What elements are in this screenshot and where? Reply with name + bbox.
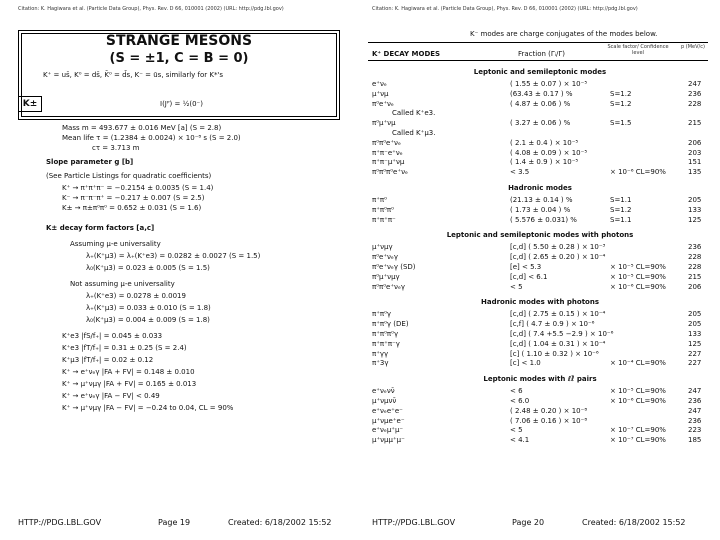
footer-page: Page 19	[158, 518, 191, 527]
slope-row: K⁻ → π⁻π⁻π⁺ = −0.217 ± 0.007 (S = 2.5)	[62, 194, 205, 202]
branching-fraction: (21.13 ± 0.14 ) %	[510, 196, 573, 204]
section-title: Hadronic modes	[508, 184, 572, 192]
momentum: 247	[688, 406, 702, 415]
ff-row: λ₀(K⁺μ3) = 0.023 ± 0.005 (S = 1.5)	[86, 264, 210, 272]
momentum: 133	[688, 330, 702, 338]
momentum: 236	[688, 397, 702, 405]
footer-url: HTTP://PDG.LBL.GOV	[372, 518, 456, 527]
momentum: 185	[688, 436, 702, 445]
ctau-line: cτ = 3.713 m	[92, 144, 140, 152]
ff-extra-row: K⁺ → e⁺νₑγ |FA + FV| = 0.148 ± 0.010	[62, 368, 195, 376]
ff-extra-row: K⁺ → e⁺νₑγ |FA − FV| < 0.49	[62, 392, 160, 400]
branching-fraction: [c,f] ( 4.7 ± 0.9 ) × 10⁻⁶	[510, 320, 595, 329]
scale-factor: S=1.2	[610, 99, 632, 108]
scale-factor: S=1.2	[610, 205, 632, 214]
table-top-rule	[368, 42, 708, 43]
ff-row: λ₊(K⁺μ3) = λ₊(K⁺e3) = 0.0282 ± 0.0027 (S = 1.5)	[86, 252, 261, 260]
branching-fraction: [c] ( 1.10 ± 0.32 ) × 10⁻⁶	[510, 349, 599, 358]
col-mode-header: K⁺ DECAY MODES	[372, 50, 441, 58]
ff-extra-row: K⁺μ3 |fT/f₊| = 0.02 ± 0.12	[62, 356, 154, 364]
scale-factor: S=1.2	[610, 89, 632, 98]
section-title: Hadronic modes with photons	[480, 298, 600, 307]
ff-extra-row: K⁺e3 |fT/f₊| = 0.31 ± 0.25 (S = 2.4)	[62, 344, 187, 352]
branching-fraction: < 5	[510, 282, 523, 291]
scale-factor: × 10⁻⁶ CL=90%	[610, 282, 666, 291]
scale-factor: × 10⁻⁶ CL=90%	[610, 397, 666, 405]
slope-heading: Slope parameter g [b]	[46, 158, 134, 166]
decay-mode: π⁺π⁰γ	[372, 310, 392, 319]
decay-mode: π⁺π⁻μ⁺νμ	[372, 158, 405, 167]
decay-mode: π⁺π⁰	[372, 196, 387, 204]
branching-fraction: [c,d] < 6.1	[510, 272, 548, 281]
mean-life-line: Mean life τ = (1.2384 ± 0.0024) × 10⁻⁸ s (S = 2.0)	[62, 134, 241, 142]
scale-factor: × 10⁻⁴ CL=90%	[610, 359, 666, 368]
decay-mode: μ⁺νμνν̄	[372, 397, 397, 405]
momentum: 236	[688, 243, 702, 252]
branching-fraction: ( 2.48 ± 0.20 ) × 10⁻⁸	[510, 406, 588, 415]
footer-created: Created: 6/18/2002 15:52	[228, 518, 332, 527]
decay-mode: π⁺π⁺π⁻	[372, 215, 396, 224]
scale-factor: × 10⁻⁵ CL=90%	[610, 387, 666, 396]
branching-fraction: < 4.1	[510, 436, 530, 445]
scale-factor: × 10⁻⁷ CL=90%	[610, 436, 666, 445]
scale-factor: S=1.1	[610, 215, 632, 224]
branching-fraction: ( 7.06 ± 0.16 ) × 10⁻⁸	[510, 416, 588, 425]
assuming-label: Assuming μ-e universality	[70, 240, 161, 248]
section-title: Leptonic and semileptonic modes	[473, 68, 607, 76]
slope-row: K± → π±π⁰π⁰ = 0.652 ± 0.031 (S = 1.6)	[62, 204, 202, 212]
decay-mode: π⁰π⁰π⁰e⁺νₑ	[372, 168, 408, 177]
branching-fraction: [c] < 1.0	[510, 359, 541, 368]
table-header-rule	[368, 60, 708, 61]
branching-fraction: [c,d] ( 5.50 ± 0.28 ) × 10⁻³	[510, 243, 606, 252]
scale-factor: × 10⁻⁶ CL=90%	[610, 168, 666, 177]
col-fraction-header: Fraction (Γᵢ/Γ)	[518, 50, 566, 58]
momentum: 215	[688, 119, 702, 128]
decay-mode: π⁺π⁰γ (DE)	[372, 320, 409, 329]
decay-mode: π⁰μ⁺νμγ	[372, 272, 400, 281]
not-assuming-label: Not assuming μ-e universality	[70, 280, 175, 288]
right-page-header: Citation: K. Hagiwara et al. (Particle Data Group), Phys. Rev. D 66, 010001 (2002) (URL: http://pdg.lbl.gov)	[372, 6, 638, 12]
decay-mode: π⁺3γ	[372, 359, 389, 368]
decay-mode: π⁰π⁰e⁺νₑγ	[372, 282, 406, 291]
momentum: 247	[688, 387, 702, 396]
momentum: 206	[688, 282, 702, 291]
decay-mode: e⁺νₑμ⁺μ⁻	[372, 426, 404, 435]
branching-fraction: ( 5.576 ± 0.031) %	[510, 215, 577, 224]
decay-mode: π⁺π⁻e⁺νₑ	[372, 148, 403, 157]
scale-factor: × 10⁻⁵ CL=90%	[610, 272, 666, 281]
decay-mode: Called K⁺e3.	[392, 109, 436, 118]
branching-fraction: < 6	[510, 387, 523, 396]
momentum: 205	[688, 310, 702, 319]
scale-factor: S=1.5	[610, 119, 632, 128]
momentum: 223	[688, 426, 702, 435]
footer-url: HTTP://PDG.LBL.GOV	[18, 518, 102, 527]
ff-extra-row: K⁺ → μ⁺νμγ |FA + FV| = 0.165 ± 0.013	[62, 380, 197, 388]
branching-fraction: ( 3.27 ± 0.06 ) %	[510, 119, 571, 128]
footer-created: Created: 6/18/2002 15:52	[582, 518, 686, 527]
decay-mode: e⁺νₑνν̄	[372, 387, 395, 396]
momentum: 228	[688, 99, 702, 108]
momentum: 125	[688, 215, 702, 224]
scale-factor: × 10⁻⁵ CL=90%	[610, 263, 666, 271]
momentum: 228	[688, 263, 702, 271]
momentum: 236	[688, 416, 702, 425]
branching-fraction: [c,d] ( 2.65 ± 0.20 ) × 10⁻⁴	[510, 253, 606, 262]
quantum-numbers: I(Jᴾ) = ½(0⁻)	[160, 100, 203, 108]
decay-mode: π⁺π⁰π⁰γ	[372, 330, 399, 338]
section-title: Leptonic and semileptonic modes with photons	[446, 231, 634, 240]
quark-content: K⁺ = us̄, K⁰ = ds̄, K̄⁰ = d̄s, K⁻ = ūs, similarly for K*'s	[43, 71, 224, 79]
decay-mode: π⁺π⁺π⁻γ	[372, 339, 400, 348]
branching-fraction: ( 4.87 ± 0.06 ) %	[510, 99, 571, 108]
decay-mode: e⁺νₑe⁺e⁻	[372, 406, 403, 415]
mass-line: Mass m = 493.677 ± 0.016 MeV [a] (S = 2.8)	[62, 124, 222, 132]
decay-mode: π⁰π⁰e⁺νₑ	[372, 138, 401, 147]
particle-label: K±	[18, 96, 42, 112]
decay-mode: e⁺νₑ	[372, 80, 387, 88]
decay-mode: π⁺γγ	[372, 349, 389, 358]
ff-extra-row: K⁺e3 |fS/f₊| = 0.045 ± 0.033	[62, 332, 163, 340]
momentum: 227	[688, 359, 702, 368]
page-title: STRANGE MESONS	[105, 33, 253, 49]
decay-mode: π⁰e⁺νₑ	[372, 99, 394, 108]
decay-mode: π⁰e⁺νₑγ	[372, 253, 398, 262]
momentum: 133	[688, 205, 702, 214]
branching-fraction: < 5	[510, 426, 523, 435]
col-p-header: p (MeV/c)	[681, 44, 705, 50]
branching-fraction: < 6.0	[510, 397, 530, 405]
branching-fraction: ( 2.1 ± 0.4 ) × 10⁻⁵	[510, 138, 579, 147]
scale-factor: × 10⁻⁷ CL=90%	[610, 426, 666, 435]
decay-mode: μ⁺νμe⁺e⁻	[372, 416, 405, 425]
decay-mode: μ⁺νμ	[372, 89, 389, 98]
branching-fraction: ( 1.4 ± 0.9 ) × 10⁻⁵	[510, 158, 579, 167]
charge-conjugate-note: K⁻ modes are charge conjugates of the modes below.	[470, 30, 658, 38]
ff-row: λ₀(K⁺μ3) = 0.004 ± 0.009 (S = 1.8)	[86, 316, 210, 324]
momentum: 227	[688, 349, 702, 358]
formfactor-heading: K± decay form factors [a,c]	[46, 224, 155, 232]
momentum: 203	[688, 148, 702, 157]
momentum: 205	[688, 196, 702, 204]
ff-extra-row: K⁺ → μ⁺νμγ |FA − FV| = −0.24 to 0.04, CL = 90%	[62, 404, 234, 412]
decay-mode: π⁰e⁺νₑγ (SD)	[372, 263, 416, 271]
momentum: 215	[688, 272, 702, 281]
page-subtitle: (S = ±1, C = B = 0)	[109, 51, 249, 66]
branching-fraction: ( 1.55 ± 0.07 ) × 10⁻⁵	[510, 80, 588, 88]
branching-fraction: [c,d] ( 2.75 ± 0.15 ) × 10⁻⁴	[510, 310, 606, 319]
momentum: 236	[688, 89, 702, 98]
momentum: 151	[688, 158, 702, 167]
momentum: 247	[688, 80, 702, 88]
decay-mode: μ⁺νμμ⁺μ⁻	[372, 436, 405, 445]
left-page-header: Citation: K. Hagiwara et al. (Particle Data Group), Phys. Rev. D 66, 010001 (2002) (URL: http://pdg.lbl.gov)	[18, 6, 284, 12]
decay-mode: μ⁺νμγ	[372, 243, 393, 252]
decay-mode: π⁺π⁰π⁰	[372, 205, 394, 214]
branching-fraction: [e] < 5.3	[510, 263, 542, 271]
branching-fraction: [c,d] ( 7.4 +5.5 −2.9 ) × 10⁻⁶	[510, 330, 614, 338]
slope-note: (See Particle Listings for quadratic coefficients)	[46, 172, 212, 180]
momentum: 206	[688, 138, 702, 147]
footer-page: Page 20	[512, 518, 545, 527]
ff-row: λ₊(K⁺e3) = 0.0278 ± 0.0019	[86, 292, 186, 300]
momentum: 228	[688, 253, 702, 262]
branching-fraction: (63.43 ± 0.17 ) %	[510, 89, 573, 98]
ff-row: λ₊(K⁺μ3) = 0.033 ± 0.010 (S = 1.8)	[86, 304, 211, 312]
momentum: 135	[688, 168, 702, 177]
scale-factor: S=1.1	[610, 196, 632, 204]
decay-mode: Called K⁺μ3.	[392, 129, 436, 137]
section-title: Leptonic modes with ℓℓ̄ pairs	[483, 375, 597, 384]
momentum: 205	[688, 320, 702, 329]
branching-fraction: [c,d] ( 1.04 ± 0.31 ) × 10⁻⁴	[510, 339, 606, 348]
slope-row: K⁺ → π⁺π⁺π⁻ = −0.2154 ± 0.0035 (S = 1.4)	[62, 184, 214, 192]
decay-mode: π⁰μ⁺νμ	[372, 119, 396, 128]
branching-fraction: ( 1.73 ± 0.04 ) %	[510, 205, 571, 214]
momentum: 125	[688, 339, 702, 348]
branching-fraction: ( 4.08 ± 0.09 ) × 10⁻⁵	[510, 148, 588, 157]
branching-fraction: < 3.5	[510, 168, 530, 177]
col-scale-header: Scale factor/ Confidence level	[607, 44, 669, 56]
